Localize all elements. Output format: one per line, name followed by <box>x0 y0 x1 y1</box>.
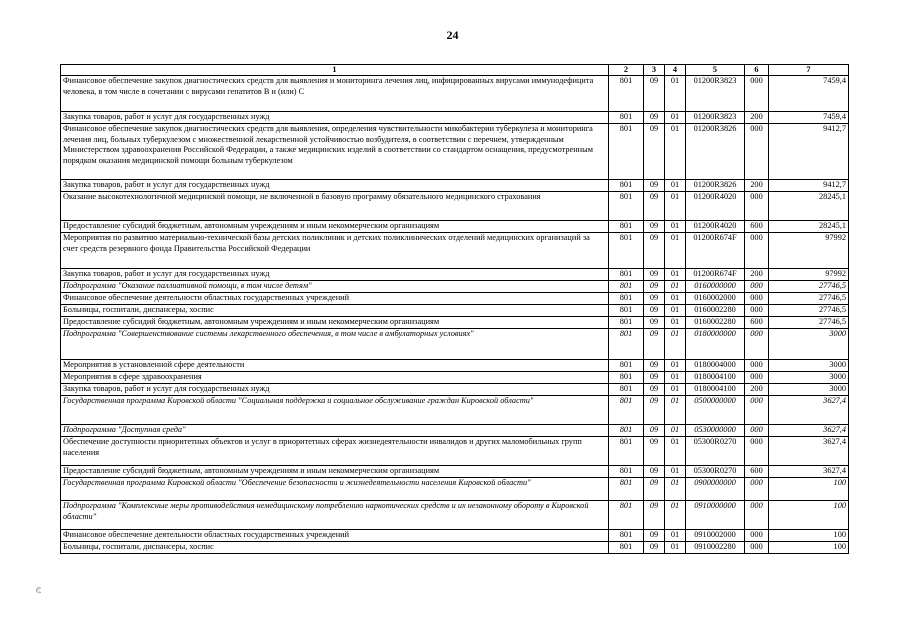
row-section-cell: 801 <box>609 542 644 554</box>
budget-table <box>60 64 849 554</box>
row-section-cell: 801 <box>609 384 644 396</box>
row-subsubsection-cell: 01 <box>665 372 686 384</box>
table-row <box>61 76 849 112</box>
row-amount-cell: 3000 <box>769 372 849 384</box>
row-subsubsection-cell: 01 <box>665 269 686 281</box>
row-subsubsection-cell: 01 <box>665 281 686 293</box>
row-name-cell: Больницы, госпитали, диспансеры, хоспис <box>61 305 609 317</box>
header-col-2: 2 <box>609 65 644 76</box>
header-col-1: 1 <box>61 65 609 76</box>
row-subsubsection-cell: 01 <box>665 317 686 329</box>
table-row <box>61 501 849 530</box>
row-section-cell: 801 <box>609 360 644 372</box>
row-subsubsection-cell: 01 <box>665 384 686 396</box>
row-subsection-cell: 09 <box>644 76 665 112</box>
row-amount-cell: 9412,7 <box>769 180 849 192</box>
row-section-cell: 801 <box>609 530 644 542</box>
row-amount-cell: 9412,7 <box>769 124 849 180</box>
row-subsection-cell: 09 <box>644 396 665 425</box>
row-name-cell: Предоставление субсидий бюджетным, автономным учреждениям и иным некоммерческим организациям <box>61 466 609 478</box>
row-name-cell: Мероприятия по развитию материально-технической базы детских поликлиник и детских поликлинических отделений медицинских организаций за счет средств резервного фонда Правительства Российской Федерации <box>61 233 609 269</box>
row-name-cell: Государственная программа Кировской области "Обеспечение безопасности и жизнедеятельности населения Кировской области" <box>61 478 609 501</box>
row-section-cell: 801 <box>609 466 644 478</box>
row-expense-type-cell: 200 <box>745 180 769 192</box>
row-target-article-cell: 05300R0270 <box>686 437 745 466</box>
row-subsubsection-cell: 01 <box>665 180 686 192</box>
row-expense-type-cell: 200 <box>745 112 769 124</box>
row-subsection-cell: 09 <box>644 329 665 360</box>
stray-mark: ₵ <box>36 586 42 595</box>
row-amount-cell: 7459,4 <box>769 112 849 124</box>
row-name-cell: Предоставление субсидий бюджетным, автономным учреждениям и иным некоммерческим организациям <box>61 221 609 233</box>
row-section-cell: 801 <box>609 112 644 124</box>
row-subsection-cell: 09 <box>644 501 665 530</box>
row-expense-type-cell: 000 <box>745 372 769 384</box>
table-row <box>61 281 849 293</box>
row-section-cell: 801 <box>609 305 644 317</box>
row-section-cell: 801 <box>609 269 644 281</box>
row-target-article-cell: 0160002000 <box>686 293 745 305</box>
header-col-7: 7 <box>769 65 849 76</box>
row-expense-type-cell: 600 <box>745 221 769 233</box>
row-name-cell: Финансовое обеспечение закупок диагностических средств для выявления и мониторинга лечения лиц, инфицированных вирусами иммунодефицита человека, в том числе в сочетании с вирусами гепатитов В и (или) С <box>61 76 609 112</box>
row-amount-cell: 3627,4 <box>769 425 849 437</box>
row-subsection-cell: 09 <box>644 478 665 501</box>
row-target-article-cell: 01200R4020 <box>686 192 745 221</box>
row-section-cell: 801 <box>609 317 644 329</box>
row-subsection-cell: 09 <box>644 437 665 466</box>
row-section-cell: 801 <box>609 396 644 425</box>
row-section-cell: 801 <box>609 425 644 437</box>
row-subsubsection-cell: 01 <box>665 425 686 437</box>
row-amount-cell: 100 <box>769 478 849 501</box>
row-subsubsection-cell: 01 <box>665 192 686 221</box>
table-row <box>61 293 849 305</box>
table-row <box>61 233 849 269</box>
row-target-article-cell: 05300R0270 <box>686 466 745 478</box>
row-subsubsection-cell: 01 <box>665 305 686 317</box>
table-row <box>61 530 849 542</box>
row-subsection-cell: 09 <box>644 233 665 269</box>
row-subsubsection-cell: 01 <box>665 478 686 501</box>
row-name-cell: Мероприятия в установленной сфере деятельности <box>61 360 609 372</box>
row-subsection-cell: 09 <box>644 124 665 180</box>
row-expense-type-cell: 000 <box>745 192 769 221</box>
row-target-article-cell: 0500000000 <box>686 396 745 425</box>
row-amount-cell: 100 <box>769 542 849 554</box>
row-name-cell: Финансовое обеспечение закупок диагностических средств для выявления, определения чувствительности микобактерии туберкулеза и мониторинга лечения лиц, больных туберкулезом с множественной лекарственной устойчивостью возбудителя, в соответствии с перечнем, утвержденным Министерством здравоохранения Российской Федерации, а также медицинских изделий в соответствии со стандартом оснащения, предусмотренным порядком оказания медицинской помощи больным туберкулезом <box>61 124 609 180</box>
row-name-cell: Финансовое обеспечение деятельности областных государственных учреждений <box>61 530 609 542</box>
table-body <box>61 76 849 554</box>
row-subsection-cell: 09 <box>644 112 665 124</box>
table-row <box>61 425 849 437</box>
row-expense-type-cell: 000 <box>745 542 769 554</box>
table-row <box>61 317 849 329</box>
header-col-3: 3 <box>644 65 665 76</box>
row-amount-cell: 27746,5 <box>769 317 849 329</box>
row-section-cell: 801 <box>609 281 644 293</box>
row-amount-cell: 97992 <box>769 269 849 281</box>
row-target-article-cell: 0180004000 <box>686 360 745 372</box>
row-subsubsection-cell: 01 <box>665 329 686 360</box>
header-col-4: 4 <box>665 65 686 76</box>
row-name-cell: Оказание высокотехнологичной медицинской помощи, не включенной в базовую программу обязательного медицинского страхования <box>61 192 609 221</box>
row-subsubsection-cell: 01 <box>665 360 686 372</box>
table-row <box>61 360 849 372</box>
row-expense-type-cell: 200 <box>745 384 769 396</box>
row-subsubsection-cell: 01 <box>665 233 686 269</box>
row-subsection-cell: 09 <box>644 466 665 478</box>
page-number: 24 <box>446 28 459 42</box>
table-row <box>61 437 849 466</box>
row-target-article-cell: 01200R4020 <box>686 221 745 233</box>
row-name-cell: Больницы, госпитали, диспансеры, хоспис <box>61 542 609 554</box>
table-row <box>61 384 849 396</box>
row-target-article-cell: 01200R674F <box>686 233 745 269</box>
row-target-article-cell: 01200R3823 <box>686 76 745 112</box>
row-subsubsection-cell: 01 <box>665 501 686 530</box>
row-subsection-cell: 09 <box>644 384 665 396</box>
table-row <box>61 329 849 360</box>
row-amount-cell: 3627,4 <box>769 396 849 425</box>
row-subsection-cell: 09 <box>644 360 665 372</box>
row-expense-type-cell: 000 <box>745 281 769 293</box>
row-subsubsection-cell: 01 <box>665 221 686 233</box>
row-subsubsection-cell: 01 <box>665 542 686 554</box>
row-target-article-cell: 0910002000 <box>686 530 745 542</box>
row-expense-type-cell: 000 <box>745 233 769 269</box>
table-header-row <box>61 65 849 76</box>
row-name-cell: Финансовое обеспечение деятельности областных государственных учреждений <box>61 293 609 305</box>
row-section-cell: 801 <box>609 124 644 180</box>
row-subsection-cell: 09 <box>644 180 665 192</box>
row-expense-type-cell: 200 <box>745 269 769 281</box>
row-amount-cell: 7459,4 <box>769 76 849 112</box>
table-row <box>61 221 849 233</box>
row-section-cell: 801 <box>609 76 644 112</box>
row-target-article-cell: 0160002280 <box>686 305 745 317</box>
row-subsection-cell: 09 <box>644 269 665 281</box>
row-section-cell: 801 <box>609 221 644 233</box>
row-section-cell: 801 <box>609 329 644 360</box>
row-section-cell: 801 <box>609 437 644 466</box>
row-expense-type-cell: 000 <box>745 360 769 372</box>
row-expense-type-cell: 000 <box>745 530 769 542</box>
row-subsection-cell: 09 <box>644 221 665 233</box>
row-section-cell: 801 <box>609 180 644 192</box>
header-col-5: 5 <box>686 65 745 76</box>
row-expense-type-cell: 000 <box>745 305 769 317</box>
table-row <box>61 192 849 221</box>
table-row <box>61 396 849 425</box>
row-amount-cell: 3000 <box>769 329 849 360</box>
row-subsubsection-cell: 01 <box>665 437 686 466</box>
row-target-article-cell: 01200R674F <box>686 269 745 281</box>
row-subsection-cell: 09 <box>644 317 665 329</box>
row-amount-cell: 100 <box>769 501 849 530</box>
table-row <box>61 180 849 192</box>
row-section-cell: 801 <box>609 478 644 501</box>
row-name-cell: Закупка товаров, работ и услуг для государственных нужд <box>61 384 609 396</box>
row-target-article-cell: 0900000000 <box>686 478 745 501</box>
row-section-cell: 801 <box>609 233 644 269</box>
row-target-article-cell: 01200R3823 <box>686 112 745 124</box>
row-amount-cell: 100 <box>769 530 849 542</box>
table-row <box>61 466 849 478</box>
row-section-cell: 801 <box>609 293 644 305</box>
row-subsection-cell: 09 <box>644 372 665 384</box>
row-section-cell: 801 <box>609 192 644 221</box>
row-section-cell: 801 <box>609 372 644 384</box>
table-row <box>61 372 849 384</box>
row-amount-cell: 27746,5 <box>769 305 849 317</box>
row-subsubsection-cell: 01 <box>665 293 686 305</box>
row-expense-type-cell: 000 <box>745 329 769 360</box>
table-row <box>61 112 849 124</box>
table-row <box>61 124 849 180</box>
row-amount-cell: 3627,4 <box>769 437 849 466</box>
row-amount-cell: 3000 <box>769 384 849 396</box>
row-name-cell: Закупка товаров, работ и услуг для государственных нужд <box>61 112 609 124</box>
row-expense-type-cell: 000 <box>745 425 769 437</box>
row-section-cell: 801 <box>609 501 644 530</box>
table-row <box>61 542 849 554</box>
row-name-cell: Государственная программа Кировской области "Социальная поддержка и социальное обслуживание граждан Кировской области" <box>61 396 609 425</box>
row-name-cell: Закупка товаров, работ и услуг для государственных нужд <box>61 180 609 192</box>
row-expense-type-cell: 000 <box>745 124 769 180</box>
row-subsubsection-cell: 01 <box>665 112 686 124</box>
row-target-article-cell: 01200R3826 <box>686 180 745 192</box>
row-subsubsection-cell: 01 <box>665 124 686 180</box>
row-target-article-cell: 0910000000 <box>686 501 745 530</box>
row-subsection-cell: 09 <box>644 293 665 305</box>
table-row <box>61 478 849 501</box>
row-amount-cell: 3000 <box>769 360 849 372</box>
row-subsection-cell: 09 <box>644 530 665 542</box>
row-subsection-cell: 09 <box>644 542 665 554</box>
row-expense-type-cell: 000 <box>745 501 769 530</box>
table-row <box>61 305 849 317</box>
row-expense-type-cell: 000 <box>745 293 769 305</box>
header-col-6: 6 <box>745 65 769 76</box>
row-amount-cell: 97992 <box>769 233 849 269</box>
row-target-article-cell: 0180000000 <box>686 329 745 360</box>
row-amount-cell: 28245,1 <box>769 192 849 221</box>
row-name-cell: Подпрограмма "Оказание паллиативной помощи, в том числе детям" <box>61 281 609 293</box>
row-expense-type-cell: 600 <box>745 466 769 478</box>
row-name-cell: Подпрограмма "Совершенствование системы лекарственного обеспечения, в том числе в амбулаторных условиях" <box>61 329 609 360</box>
row-name-cell: Подпрограмма "Доступная среда" <box>61 425 609 437</box>
row-amount-cell: 3627,4 <box>769 466 849 478</box>
row-target-article-cell: 0160000000 <box>686 281 745 293</box>
row-target-article-cell: 0160002280 <box>686 317 745 329</box>
row-expense-type-cell: 600 <box>745 317 769 329</box>
row-subsection-cell: 09 <box>644 305 665 317</box>
row-subsubsection-cell: 01 <box>665 396 686 425</box>
row-subsection-cell: 09 <box>644 192 665 221</box>
row-subsection-cell: 09 <box>644 425 665 437</box>
row-subsubsection-cell: 01 <box>665 76 686 112</box>
row-expense-type-cell: 000 <box>745 437 769 466</box>
row-target-article-cell: 0910002280 <box>686 542 745 554</box>
row-name-cell: Закупка товаров, работ и услуг для государственных нужд <box>61 269 609 281</box>
row-subsubsection-cell: 01 <box>665 530 686 542</box>
row-name-cell: Мероприятия в сфере здравоохранения <box>61 372 609 384</box>
row-amount-cell: 27746,5 <box>769 281 849 293</box>
row-target-article-cell: 0180004100 <box>686 384 745 396</box>
row-target-article-cell: 0530000000 <box>686 425 745 437</box>
row-target-article-cell: 01200R3826 <box>686 124 745 180</box>
row-target-article-cell: 0180004100 <box>686 372 745 384</box>
row-expense-type-cell: 000 <box>745 76 769 112</box>
row-name-cell: Обеспечение доступности приоритетных объектов и услуг в приоритетных сферах жизнедеятельности инвалидов и других маломобильных групп населения <box>61 437 609 466</box>
row-expense-type-cell: 000 <box>745 478 769 501</box>
row-subsubsection-cell: 01 <box>665 466 686 478</box>
row-name-cell: Подпрограмма "Комплексные меры противодействия немедицинскому потреблению наркотических средств и их незаконному обороту в Кировской области" <box>61 501 609 530</box>
row-amount-cell: 28245,1 <box>769 221 849 233</box>
row-name-cell: Предоставление субсидий бюджетным, автономным учреждениям и иным некоммерческим организациям <box>61 317 609 329</box>
table-row <box>61 269 849 281</box>
row-expense-type-cell: 000 <box>745 396 769 425</box>
row-amount-cell: 27746,5 <box>769 293 849 305</box>
row-subsection-cell: 09 <box>644 281 665 293</box>
